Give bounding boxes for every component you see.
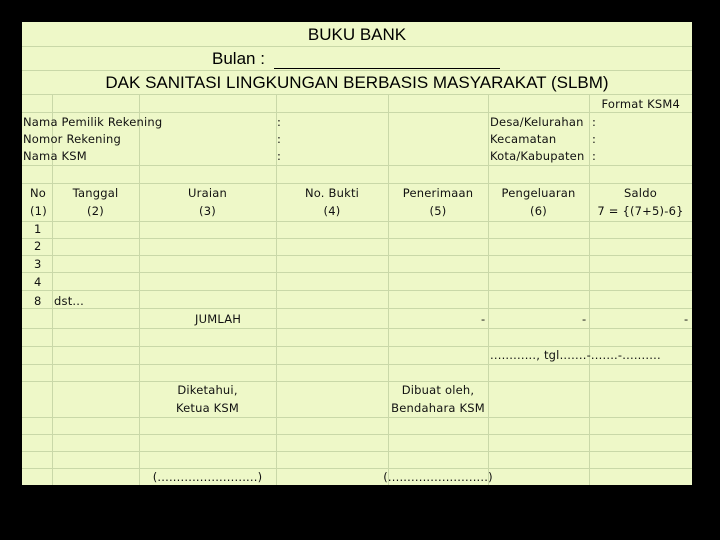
right-sign-title: Dibuat oleh, <box>401 383 475 397</box>
grid-line <box>488 94 489 485</box>
column-header-balance: Saldo <box>624 186 657 200</box>
column-number: (2) <box>87 204 104 218</box>
column-header-expense: Pengeluaran <box>501 186 576 200</box>
grid-line <box>22 290 692 291</box>
program-subtitle: DAK SANITASI LINGKUNGAN BERBASIS MASYARAKAT (SLBM) <box>105 73 609 92</box>
grid-line <box>22 417 692 418</box>
column-number: 7 = {(7+5)-6} <box>597 204 684 218</box>
grid-line <box>22 364 692 365</box>
page-title: BUKU BANK <box>307 25 407 44</box>
info-left-label: Nama KSM <box>23 149 87 163</box>
column-number: (4) <box>323 204 341 218</box>
total-balance: - <box>684 312 689 326</box>
grid-line <box>22 381 692 382</box>
right-sign-role: Bendahara KSM <box>391 401 485 415</box>
info-right-separator: : <box>592 132 597 146</box>
total-expense: - <box>582 312 587 326</box>
bank-book-sheet <box>22 22 692 485</box>
column-header-date: Tanggal <box>72 186 119 200</box>
total-income: - <box>481 312 486 326</box>
row-number: 3 <box>34 257 42 271</box>
grid-line <box>22 94 692 95</box>
info-left-separator: : <box>277 132 282 146</box>
grid-line <box>22 183 692 184</box>
info-left-label: Nomor Rekening <box>23 132 122 146</box>
month-label: Bulan : <box>212 49 265 68</box>
row-number: 2 <box>34 239 42 253</box>
left-signature-name: (..........................) <box>152 470 263 484</box>
dst-label: dst... <box>54 294 84 308</box>
month-line <box>212 49 500 69</box>
grid-line <box>22 221 692 222</box>
grid-line <box>22 165 692 166</box>
info-left-separator: : <box>277 115 282 129</box>
left-sign-title: Diketahui, <box>177 383 238 397</box>
info-right-separator: : <box>592 149 597 163</box>
column-number: (6) <box>530 204 547 218</box>
grid-line <box>22 434 692 435</box>
column-header-description: Uraian <box>188 186 227 200</box>
grid-line <box>22 46 692 47</box>
info-right-label: Desa/Kelurahan <box>490 115 584 129</box>
grid-line <box>139 94 140 485</box>
info-right-label: Kecamatan <box>490 132 557 146</box>
grid-line <box>388 94 389 485</box>
right-signature-name: (..........................) <box>383 470 493 484</box>
grid-line <box>22 308 692 309</box>
row-number: 8 <box>34 294 42 308</box>
grid-line <box>22 328 692 329</box>
grid-line <box>22 346 692 347</box>
column-number: (3) <box>199 204 216 218</box>
row-number: 1 <box>34 222 42 236</box>
info-right-separator: : <box>592 115 597 129</box>
column-header-income: Penerimaan <box>402 186 474 200</box>
column-number: (1) <box>30 204 47 218</box>
grid-line <box>22 255 692 256</box>
column-number: (5) <box>429 204 447 218</box>
row-number: 4 <box>34 275 42 289</box>
info-left-label: Nama Pemilik Rekening <box>23 115 163 129</box>
grid-line <box>22 468 692 469</box>
info-right-label: Kota/Kabupaten <box>490 149 585 163</box>
month-blank <box>274 51 500 69</box>
column-header-no: No <box>30 186 47 200</box>
grid-line <box>589 94 590 485</box>
grid-line <box>22 238 692 239</box>
column-header-receipt-no: No. Bukti <box>304 186 360 200</box>
place-date-line: ............, tgl.......-.......-.......... <box>490 348 661 362</box>
grid-line <box>22 70 692 71</box>
grid-line <box>22 451 692 452</box>
format-label: Format KSM4 <box>601 97 680 111</box>
total-label: JUMLAH <box>195 312 242 326</box>
left-sign-role: Ketua KSM <box>175 401 240 415</box>
grid-line <box>22 112 692 113</box>
info-left-separator: : <box>277 149 282 163</box>
grid-line <box>22 272 692 273</box>
